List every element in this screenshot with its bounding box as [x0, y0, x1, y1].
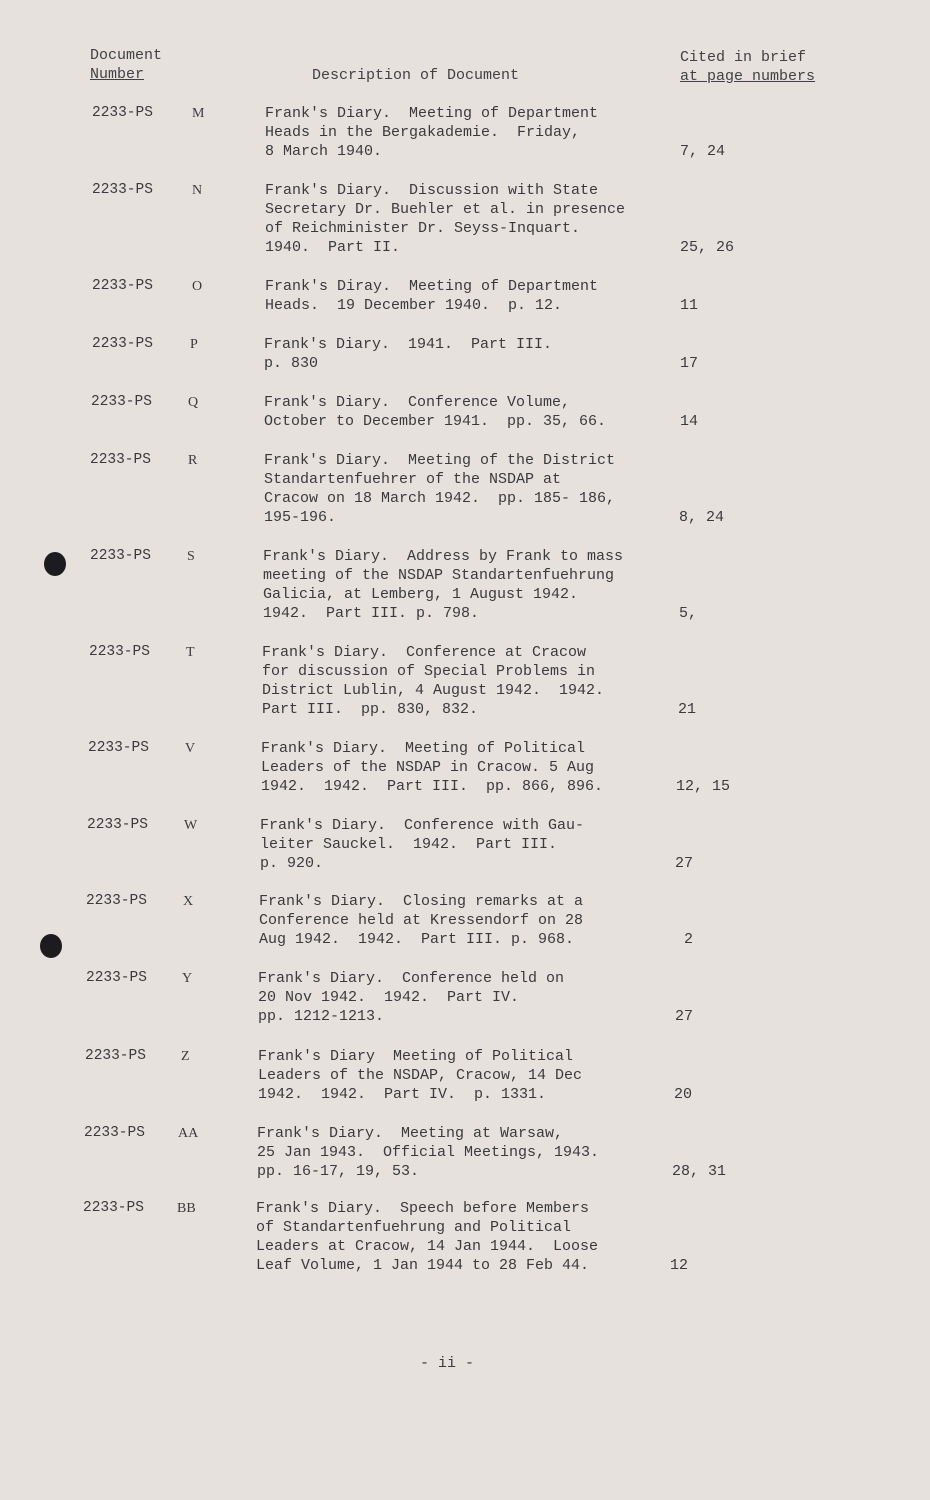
- cited-pages: 27: [675, 1008, 694, 1025]
- document-suffix: O: [192, 279, 203, 294]
- description-line: October to December 1941. pp. 35, 66.: [264, 413, 607, 430]
- description-line: of Standartenfuehrung and Political: [256, 1219, 572, 1236]
- description-line: Frank's Diary. Address by Frank to mass: [263, 548, 624, 565]
- description-line: Secretary Dr. Buehler et al. in presence: [265, 201, 626, 218]
- description-line: Frank's Diary. 1941. Part III.: [264, 336, 553, 353]
- document-number: 2233-PS: [85, 1048, 146, 1064]
- document-number: 2233-PS: [86, 893, 147, 909]
- description-line: Frank's Diary. Meeting at Warsaw,: [257, 1125, 564, 1142]
- description-line: Frank's Diary. Conference with Gau-: [260, 817, 585, 834]
- document-suffix: T: [186, 645, 195, 660]
- description-line: Heads in the Bergakademie. Friday,: [265, 124, 581, 141]
- header-document-number: [90, 46, 162, 84]
- description-line: 1942. Part III. p. 798.: [263, 605, 480, 622]
- cited-pages: 14: [680, 413, 699, 430]
- cited-pages: 8, 24: [679, 509, 725, 526]
- description-line: Frank's Diary. Meeting of Political: [261, 740, 586, 757]
- description-line: Frank's Diary. Meeting of the District: [264, 452, 616, 469]
- document-suffix: Y: [182, 971, 193, 986]
- document-number: 2233-PS: [84, 1125, 145, 1141]
- description-line: 1942. 1942. Part III. pp. 866, 896.: [261, 778, 604, 795]
- description-line: 1942. 1942. Part IV. p. 1331.: [258, 1086, 547, 1103]
- description-line: Frank's Diary. Conference at Cracow: [262, 644, 587, 661]
- header-document-number-line1: Document: [90, 47, 163, 64]
- page-number: - ii -: [420, 1355, 475, 1372]
- document-suffix: W: [184, 818, 198, 833]
- cited-pages: 5,: [679, 605, 698, 622]
- description-line: Conference held at Kressendorf on 28: [259, 912, 584, 929]
- document-number: 2233-PS: [91, 394, 152, 410]
- document-description: [265, 277, 675, 315]
- document-description: [264, 393, 674, 431]
- description-line: Heads. 19 December 1940. p. 12.: [265, 297, 563, 314]
- document-suffix: R: [188, 453, 198, 468]
- cited-pages: 20: [674, 1086, 693, 1103]
- document-number: 2233-PS: [83, 1200, 144, 1216]
- description-line: Frank's Diary. Conference Volume,: [264, 394, 571, 411]
- header-document-number-line2: Number: [90, 66, 145, 83]
- document-suffix: V: [185, 741, 196, 756]
- cited-pages: 2: [684, 931, 694, 948]
- document-suffix: M: [192, 106, 205, 121]
- description-line: Leaf Volume, 1 Jan 1944 to 28 Feb 44.: [256, 1257, 590, 1274]
- description-line: Frank's Diary. Conference held on: [258, 970, 565, 987]
- cited-pages: 28, 31: [672, 1163, 727, 1180]
- punch-hole: [40, 934, 62, 958]
- description-line: Cracow on 18 March 1942. pp. 185- 186,: [264, 490, 616, 507]
- document-description: [256, 1199, 666, 1275]
- document-number: 2233-PS: [92, 336, 153, 352]
- description-line: Aug 1942. 1942. Part III. p. 968.: [259, 931, 575, 948]
- description-line: Standartenfuehrer of the NSDAP at: [264, 471, 562, 488]
- document-description: [264, 335, 674, 373]
- document-number: 2233-PS: [88, 740, 149, 756]
- cited-pages: 17: [680, 355, 699, 372]
- document-description: [264, 451, 674, 527]
- document-number: 2233-PS: [86, 970, 147, 986]
- description-line: meeting of the NSDAP Standartenfuehrung: [263, 567, 615, 584]
- description-line: 8 March 1940.: [265, 143, 383, 160]
- document-number: 2233-PS: [92, 182, 153, 198]
- description-line: leiter Sauckel. 1942. Part III.: [260, 836, 558, 853]
- description-line: 195-196.: [264, 509, 337, 526]
- document-number: 2233-PS: [92, 278, 153, 294]
- description-line: 20 Nov 1942. 1942. Part IV.: [258, 989, 520, 1006]
- document-number: 2233-PS: [90, 548, 151, 564]
- description-line: Frank's Diary Meeting of Political: [258, 1048, 574, 1065]
- document-suffix: S: [187, 549, 195, 564]
- document-description: [259, 892, 669, 949]
- cited-pages: 12: [670, 1257, 689, 1274]
- description-line: of Reichminister Dr. Seyss-Inquart.: [265, 220, 581, 237]
- document-suffix: BB: [177, 1201, 196, 1216]
- punch-hole: [44, 552, 66, 576]
- description-line: for discussion of Special Problems in: [262, 663, 596, 680]
- document-suffix: AA: [178, 1126, 199, 1141]
- document-suffix: X: [183, 894, 194, 909]
- description-line: Frank's Diary. Closing remarks at a: [259, 893, 584, 910]
- description-line: Leaders of the NSDAP in Cracow. 5 Aug: [261, 759, 595, 776]
- description-line: Galicia, at Lemberg, 1 August 1942.: [263, 586, 579, 603]
- cited-pages: 7, 24: [680, 143, 726, 160]
- header-description: Description of Document: [312, 67, 520, 84]
- description-line: Frank's Diary. Discussion with State: [265, 182, 599, 199]
- cited-pages: 25, 26: [680, 239, 735, 256]
- cited-pages: 21: [678, 701, 697, 718]
- cited-pages: 11: [680, 297, 699, 314]
- description-line: pp. 16-17, 19, 53.: [257, 1163, 420, 1180]
- description-line: Part III. pp. 830, 832.: [262, 701, 479, 718]
- cited-pages: 27: [675, 855, 694, 872]
- description-line: p. 830: [264, 355, 319, 372]
- description-line: 25 Jan 1943. Official Meetings, 1943.: [257, 1144, 600, 1161]
- description-line: Leaders of the NSDAP, Cracow, 14 Dec: [258, 1067, 583, 1084]
- description-line: pp. 1212-1213.: [258, 1008, 385, 1025]
- document-description: [260, 816, 670, 873]
- document-suffix: Q: [188, 395, 199, 410]
- document-description: [263, 547, 673, 623]
- description-line: Leaders at Cracow, 14 Jan 1944. Loose: [256, 1238, 599, 1255]
- document-description: [265, 104, 675, 161]
- document-description: [257, 1124, 667, 1181]
- description-line: Frank's Diray. Meeting of Department: [265, 278, 599, 295]
- cited-pages: 12, 15: [676, 778, 731, 795]
- document-number: 2233-PS: [87, 817, 148, 833]
- header-cited-line1: Cited in brief: [680, 49, 807, 66]
- header-cited-line2: at page numbers: [680, 68, 816, 85]
- description-line: Frank's Diary. Speech before Members: [256, 1200, 590, 1217]
- document-suffix: P: [190, 337, 198, 352]
- document-description: [265, 181, 675, 257]
- document-number: 2233-PS: [90, 452, 151, 468]
- description-line: p. 920.: [260, 855, 324, 872]
- document-description: [258, 969, 668, 1026]
- header-cited: [680, 48, 815, 86]
- document-description: [258, 1047, 668, 1104]
- document-number: 2233-PS: [89, 644, 150, 660]
- document-number: 2233-PS: [92, 105, 153, 121]
- description-line: 1940. Part II.: [265, 239, 401, 256]
- document-suffix: Z: [181, 1049, 190, 1064]
- document-description: [262, 643, 672, 719]
- document-description: [261, 739, 671, 796]
- document-suffix: N: [192, 183, 203, 198]
- description-line: District Lublin, 4 August 1942. 1942.: [262, 682, 605, 699]
- description-line: Frank's Diary. Meeting of Department: [265, 105, 599, 122]
